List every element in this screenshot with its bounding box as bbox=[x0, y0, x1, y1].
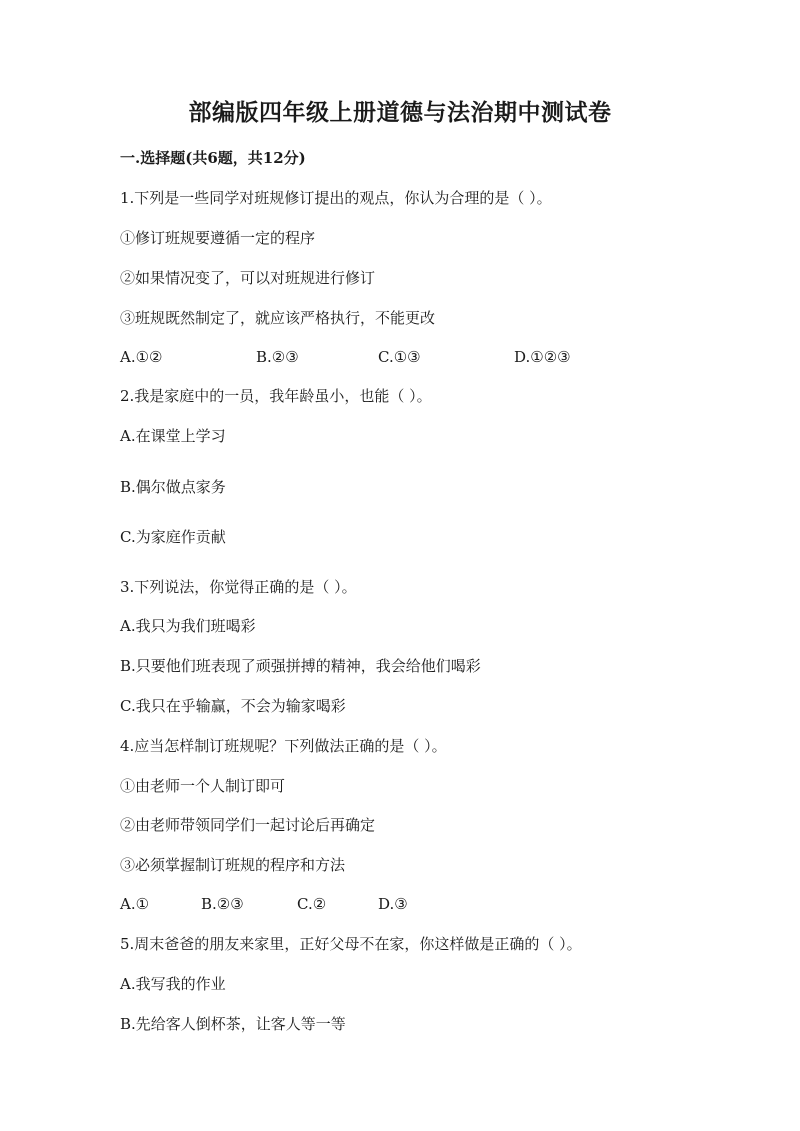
question-2-option-a: A.在课堂上学习 bbox=[120, 427, 226, 445]
question-2-option-c: C.为家庭作贡献 bbox=[120, 528, 226, 546]
question-4-item-3: ③必须掌握制订班规的程序和方法 bbox=[120, 856, 346, 874]
question-3-option-c: C.我只在乎输赢，不会为输家喝彩 bbox=[120, 697, 346, 715]
question-1-stem: 1.下列是一些同学对班规修订提出的观点，你认为合理的是（ ）。 bbox=[120, 189, 552, 207]
question-1-option-a: A.①② bbox=[120, 348, 163, 366]
question-4-stem: 4.应当怎样制订班规呢？下列做法正确的是（ ）。 bbox=[120, 737, 447, 755]
question-2-option-b: B.偶尔做点家务 bbox=[120, 478, 226, 496]
question-4-option-b: B.②③ bbox=[201, 895, 244, 913]
question-2-stem: 2.我是家庭中的一员，我年龄虽小，也能（ ）。 bbox=[120, 387, 432, 405]
question-5-stem: 5.周末爸爸的朋友来家里，正好父母不在家，你这样做是正确的（ ）。 bbox=[120, 935, 582, 953]
question-1-item-2: ②如果情况变了，可以对班规进行修订 bbox=[120, 269, 376, 287]
question-4-option-d: D.③ bbox=[378, 895, 408, 913]
exam-title: 部编版四年级上册道德与法治期中测试卷 bbox=[188, 99, 612, 126]
question-4-item-2: ②由老师带领同学们一起讨论后再确定 bbox=[120, 816, 376, 834]
question-3-option-b: B.只要他们班表现了顽强拼搏的精神，我会给他们喝彩 bbox=[120, 657, 481, 675]
question-5-option-a: A.我写我的作业 bbox=[120, 975, 226, 993]
question-4-option-c: C.② bbox=[297, 895, 327, 913]
section-heading: 一.选择题(共6题，共12分) bbox=[120, 149, 306, 167]
question-3-option-a: A.我只为我们班喝彩 bbox=[120, 617, 256, 635]
question-1-item-1: ①修订班规要遵循一定的程序 bbox=[120, 229, 316, 247]
question-3-stem: 3.下列说法，你觉得正确的是（ ）。 bbox=[120, 578, 357, 596]
question-1-option-c: C.①③ bbox=[378, 348, 421, 366]
question-4-item-1: ①由老师一个人制订即可 bbox=[120, 777, 286, 795]
question-1-option-d: D.①②③ bbox=[514, 348, 571, 366]
question-1-item-3: ③班规既然制定了，就应该严格执行，不能更改 bbox=[120, 309, 436, 327]
question-4-option-a: A.① bbox=[120, 895, 150, 913]
question-1-option-b: B.②③ bbox=[256, 348, 299, 366]
question-5-option-b: B.先给客人倒杯茶，让客人等一等 bbox=[120, 1015, 346, 1033]
